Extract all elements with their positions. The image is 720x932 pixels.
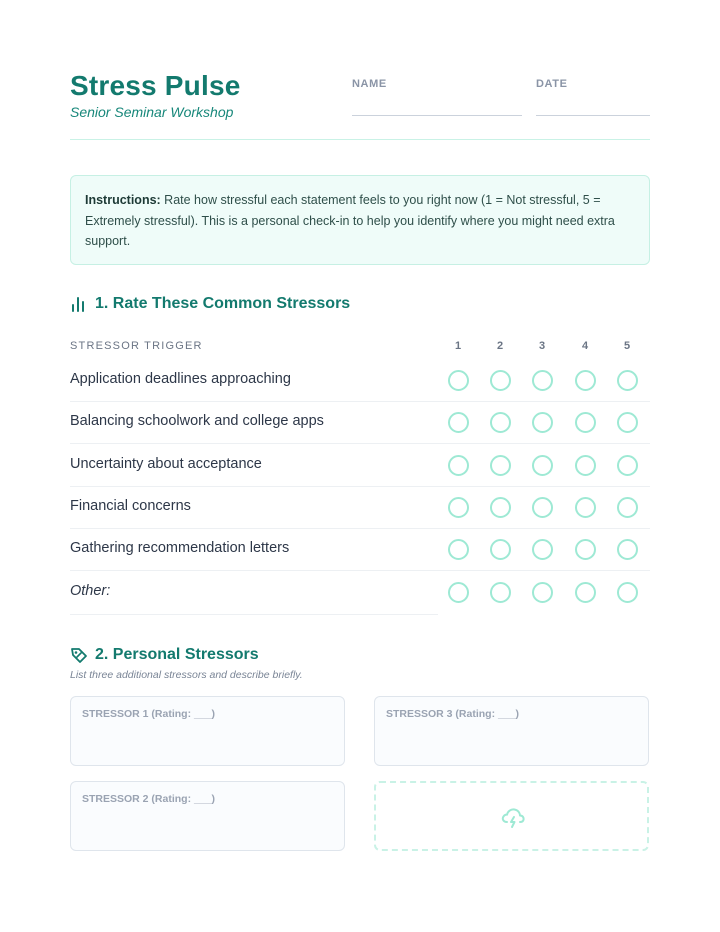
stressor-1-label: STRESSOR 1 (Rating: ___) [82, 708, 216, 720]
rating-radio-3[interactable] [532, 455, 553, 476]
page-subtitle: Senior Seminar Workshop [70, 104, 234, 120]
scale-4: 4 [581, 340, 589, 352]
rating-radio-4[interactable] [575, 455, 596, 476]
name-label: NAME [352, 78, 387, 90]
scale-3: 3 [538, 340, 546, 352]
rating-radio-4[interactable] [575, 582, 596, 603]
stressor-3-label: STRESSOR 3 (Rating: ___) [386, 708, 520, 720]
table-row [70, 487, 650, 529]
rating-radio-1[interactable] [448, 455, 469, 476]
table-row [70, 445, 650, 487]
scale-1: 1 [454, 340, 462, 352]
name-line[interactable] [352, 115, 522, 116]
other-write-line[interactable] [70, 614, 438, 615]
rating-radio-1[interactable] [448, 412, 469, 433]
rating-radio-2[interactable] [490, 582, 511, 603]
table-row [70, 402, 650, 444]
rating-radio-2[interactable] [490, 370, 511, 391]
scale-5: 5 [623, 340, 631, 352]
rating-radio-1[interactable] [448, 582, 469, 603]
row-label: Uncertainty about acceptance [70, 456, 262, 472]
rating-radio-3[interactable] [532, 539, 553, 560]
header [70, 68, 650, 140]
page-title: Stress Pulse [70, 70, 241, 101]
rating-radio-5[interactable] [617, 497, 638, 518]
row-label: Financial concerns [70, 498, 191, 514]
row-label: Application deadlines approaching [70, 371, 291, 387]
date-label: DATE [536, 78, 568, 90]
stressor-3-box[interactable] [374, 696, 649, 766]
table-row-other [70, 572, 650, 614]
date-line[interactable] [536, 115, 650, 116]
stressor-1-box[interactable] [70, 696, 345, 766]
rating-radio-5[interactable] [617, 582, 638, 603]
section-1-title: 1. Rate These Common Stressors [95, 295, 351, 312]
rating-radio-4[interactable] [575, 497, 596, 518]
rating-radio-4[interactable] [575, 539, 596, 560]
date-field[interactable] [536, 78, 650, 90]
section-2-subtitle: List three additional stressors and describe briefly. [70, 669, 303, 681]
rating-radio-1[interactable] [448, 539, 469, 560]
instructions-lead: Instructions: [85, 193, 161, 207]
rating-radio-1[interactable] [448, 497, 469, 518]
rating-radio-3[interactable] [532, 582, 553, 603]
row-label: Gathering recommendation letters [70, 540, 290, 556]
rating-radio-5[interactable] [617, 370, 638, 391]
rating-radio-2[interactable] [490, 455, 511, 476]
instructions-box [70, 175, 650, 265]
tag-pen-icon [70, 646, 88, 664]
bar-chart-icon [70, 295, 88, 313]
rating-radio-3[interactable] [532, 412, 553, 433]
table-row [70, 529, 650, 571]
rating-radio-4[interactable] [575, 370, 596, 391]
column-label: STRESSOR TRIGGER [70, 340, 203, 352]
name-field[interactable] [352, 78, 522, 90]
rating-radio-3[interactable] [532, 497, 553, 518]
rating-table-header [70, 338, 650, 354]
rating-radio-2[interactable] [490, 539, 511, 560]
rating-radio-2[interactable] [490, 412, 511, 433]
stressor-2-label: STRESSOR 2 (Rating: ___) [82, 793, 216, 805]
rating-radio-5[interactable] [617, 412, 638, 433]
rating-radio-4[interactable] [575, 412, 596, 433]
rating-radio-1[interactable] [448, 370, 469, 391]
instructions-text: Rate how stressful each statement feels to you right now (1 = Not stressful, 5 = Extremely stressful). This is a personal check-in to help you identify where you might need extra support. [85, 193, 615, 248]
rating-radio-5[interactable] [617, 455, 638, 476]
section-2-title: 2. Personal Stressors [95, 646, 259, 663]
dashed-drop-box[interactable] [374, 781, 649, 851]
scale-2: 2 [496, 340, 504, 352]
section-1-heading [70, 295, 350, 313]
table-row [70, 360, 650, 402]
rating-radio-2[interactable] [490, 497, 511, 518]
stressor-2-box[interactable] [70, 781, 345, 851]
row-label: Balancing schoolwork and college apps [70, 413, 324, 429]
section-2-heading [70, 646, 259, 664]
cloud-lightning-icon [499, 803, 527, 831]
row-label-other[interactable]: Other: [70, 583, 111, 599]
rating-radio-5[interactable] [617, 539, 638, 560]
rating-radio-3[interactable] [532, 370, 553, 391]
